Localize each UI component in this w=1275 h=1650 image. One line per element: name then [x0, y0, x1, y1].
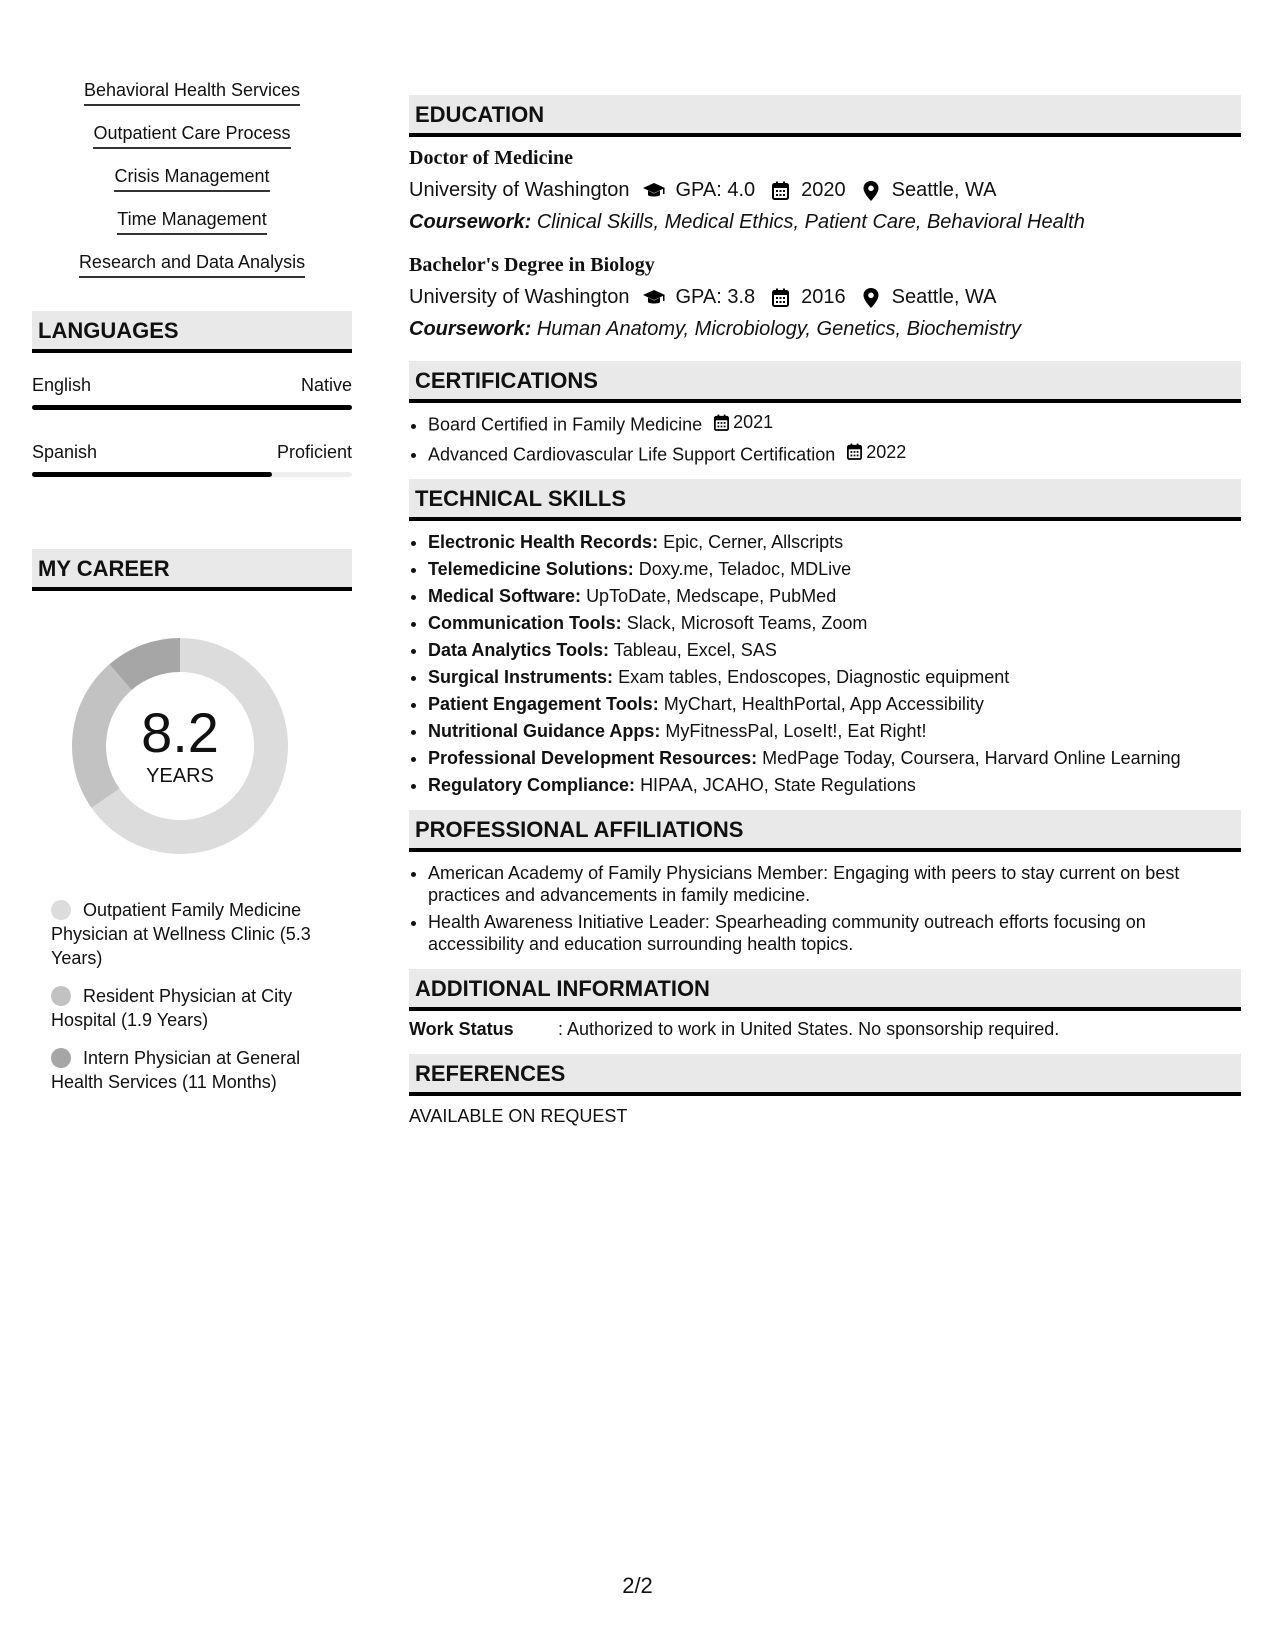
tech-skill-label: Medical Software: — [428, 586, 582, 606]
language-level: Proficient — [276, 442, 352, 462]
certification-year: 2022 — [866, 441, 907, 462]
tech-skill-item — [428, 612, 1241, 634]
tech-skill-item — [428, 639, 1241, 661]
certifications-section — [409, 361, 1241, 465]
references-section — [409, 1054, 1241, 1127]
certification-year: 2021 — [733, 412, 774, 432]
tech-skill-label: Electronic Health Records: — [428, 532, 659, 552]
tech-skill-item — [428, 585, 1241, 607]
tech-skill-item — [428, 774, 1241, 796]
coursework-label: Coursework: — [409, 211, 532, 233]
page-number: 2/2 — [622, 1573, 653, 1598]
technical-skills-section — [409, 479, 1241, 796]
work-status-value: : Authorized to work in United States. No sponsorship required. — [558, 1019, 1060, 1039]
tech-skill-value: Slack, Microsoft Teams, Zoom — [626, 613, 868, 633]
certification-name: Advanced Cardiovascular Life Support Certification — [428, 444, 836, 464]
right-column — [409, 95, 1241, 1127]
tech-skill-item — [428, 531, 1241, 553]
skill-item: Time Management — [117, 209, 266, 235]
technical-skills-list — [409, 531, 1241, 796]
certification-item — [428, 441, 1241, 466]
career-total-value: 8.2 — [141, 701, 219, 764]
skill-item: Behavioral Health Services — [84, 80, 300, 106]
skill-item: Crisis Management — [114, 166, 269, 192]
graduation-cap-icon — [641, 182, 667, 200]
school-location: Seattle, WA — [891, 179, 997, 201]
career-legend-item — [51, 1046, 336, 1094]
legend-dot-icon — [51, 900, 71, 920]
affiliation-item: • Health Awareness Initiative Leader: Spearheading community outreach efforts focusing on accessibility and education surrounding health topics. — [428, 911, 1241, 955]
graduation-year: 2020 — [801, 179, 846, 201]
tech-skill-value: HIPAA, JCAHO, State Regulations — [640, 775, 916, 795]
certifications-heading: CERTIFICATIONS — [409, 361, 1241, 403]
affiliations-section — [409, 810, 1241, 955]
education-meta — [409, 179, 1241, 202]
career-donut — [65, 631, 295, 861]
tech-skill-value: MedPage Today, Coursera, Harvard Online Learning — [762, 748, 1181, 768]
work-status-row — [409, 1019, 1241, 1040]
tech-skill-label: Surgical Instruments: — [428, 667, 614, 687]
additional-info-section — [409, 969, 1241, 1040]
language-bar — [32, 472, 352, 477]
education-section — [409, 95, 1241, 341]
career-total-unit: YEARS — [146, 765, 214, 787]
education-heading: EDUCATION — [409, 95, 1241, 137]
language-bar-fill — [32, 472, 272, 477]
legend-dot-icon — [51, 986, 71, 1006]
gpa: GPA: 4.0 — [675, 179, 756, 201]
location-pin-icon — [858, 288, 884, 308]
legend-dot-icon — [51, 1048, 71, 1068]
tech-skill-label: Telemedicine Solutions: — [428, 559, 634, 579]
tech-skill-value: Tableau, Excel, SAS — [613, 640, 777, 660]
calendar-icon — [847, 443, 862, 460]
career-section — [32, 549, 352, 1094]
tech-skill-value: Epic, Cerner, Allscripts — [663, 532, 844, 552]
career-role-label: Intern Physician at General Health Services (11 Months) — [51, 1048, 301, 1092]
coursework — [409, 318, 1241, 341]
tech-skill-value: Doxy.me, Teladoc, MDLive — [638, 559, 852, 579]
school-location: Seattle, WA — [891, 286, 997, 308]
tech-skill-item — [428, 720, 1241, 742]
language-row — [32, 442, 352, 463]
coursework — [409, 211, 1241, 234]
location-pin-icon — [858, 181, 884, 201]
career-role-label: Outpatient Family Medicine Physician at Wellness Clinic (5.3 Years) — [51, 900, 311, 968]
education-meta — [409, 286, 1241, 309]
tech-skill-item — [428, 693, 1241, 715]
language-level: Native — [300, 375, 352, 395]
gpa: GPA: 3.8 — [675, 286, 756, 308]
career-legend — [51, 898, 352, 1094]
skills-list — [32, 80, 352, 278]
calendar-icon — [714, 414, 729, 431]
affiliation-item: • American Academy of Family Physicians Member: Engaging with peers to stay current on best practices and advancements in family medicine. — [428, 862, 1241, 906]
school-name: University of Washington — [409, 179, 630, 201]
coursework-text: Clinical Skills, Medical Ethics, Patient Care, Behavioral Health — [536, 211, 1085, 233]
affiliations-heading: PROFESSIONAL AFFILIATIONS — [409, 810, 1241, 852]
degree-title: Bachelor's Degree in Biology — [409, 254, 655, 276]
tech-skill-value: MyFitnessPal, LoseIt!, Eat Right! — [665, 721, 927, 741]
languages-heading: LANGUAGES — [32, 311, 352, 353]
language-bar — [32, 405, 352, 410]
technical-skills-heading: TECHNICAL SKILLS — [409, 479, 1241, 521]
certifications-list — [409, 411, 1241, 465]
tech-skill-item — [428, 558, 1241, 580]
language-name: English — [32, 375, 92, 395]
career-role-label: Resident Physician at City Hospital (1.9 Years) — [51, 986, 293, 1030]
tech-skill-item — [428, 666, 1241, 688]
language-name: Spanish — [32, 442, 98, 462]
career-heading: MY CAREER — [32, 549, 352, 591]
tech-skill-label: Data Analytics Tools: — [428, 640, 610, 660]
additional-info-heading: ADDITIONAL INFORMATION — [409, 969, 1241, 1011]
tech-skill-value: MyChart, HealthPortal, App Accessibility — [663, 694, 984, 714]
degree-title: Doctor of Medicine — [409, 147, 574, 169]
certification-name: Board Certified in Family Medicine — [428, 414, 703, 435]
left-column — [32, 80, 352, 1108]
references-heading: REFERENCES — [409, 1054, 1241, 1096]
skill-item: Research and Data Analysis — [79, 252, 305, 278]
calendar-icon — [767, 288, 793, 307]
skill-item: Outpatient Care Process — [93, 123, 290, 149]
certification-item — [428, 411, 1241, 436]
tech-skill-label: Nutritional Guidance Apps: — [428, 721, 661, 741]
coursework-label: Coursework: — [409, 318, 532, 340]
languages-section — [32, 311, 352, 477]
school-name: University of Washington — [409, 286, 630, 308]
work-status-label: Work Status — [409, 1019, 514, 1039]
graduation-year: 2016 — [801, 286, 846, 308]
tech-skill-label: Communication Tools: — [428, 613, 622, 633]
tech-skill-item — [428, 747, 1241, 769]
career-legend-item — [51, 898, 336, 970]
coursework-text: Human Anatomy, Microbiology, Genetics, Biochemistry — [536, 318, 1022, 340]
tech-skill-label: Patient Engagement Tools: — [428, 694, 659, 714]
tech-skill-value: UpToDate, Medscape, PubMed — [586, 586, 837, 606]
career-legend-item — [51, 984, 336, 1032]
language-bar-fill — [32, 405, 352, 410]
affiliations-list — [409, 862, 1241, 955]
language-row — [32, 375, 352, 396]
tech-skill-label: Regulatory Compliance: — [428, 775, 636, 795]
tech-skill-value: Exam tables, Endoscopes, Diagnostic equipment — [618, 667, 1010, 687]
references-text: AVAILABLE ON REQUEST — [409, 1106, 628, 1126]
graduation-cap-icon — [641, 289, 667, 307]
tech-skill-label: Professional Development Resources: — [428, 748, 758, 768]
calendar-icon — [767, 181, 793, 200]
